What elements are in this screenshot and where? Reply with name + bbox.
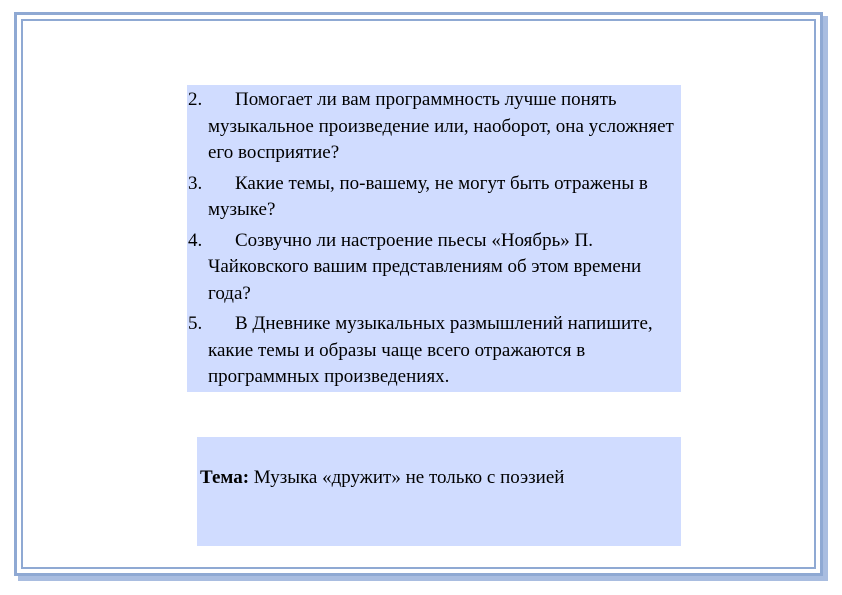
frame-shadow-bottom [18,576,828,581]
question-text: Помогает ли вам программность лучше понять музыкальное произведение или, наоборот, она усложняет его восприятие? [208,89,674,163]
question-number: 3. [188,172,203,194]
question-number: 4. [188,229,203,251]
questions-box [187,85,681,392]
question-text: Созвучно ли настроение пьесы «Ноябрь» П. Чайковского вашим представлениям об этом времени года? [208,229,642,304]
topic-label: Тема: [200,467,250,488]
question-text: В Дневнике музыкальных размышлений напишите, какие темы и образы чаще всего отражаются в программных произведениях. [208,313,653,387]
topic-text: Музыка «дружит» не только с поэзией [249,467,565,488]
question-text: Какие темы, по-вашему, не могут быть отражены в музыке? [208,172,648,220]
question-item [187,87,681,167]
frame-shadow-right [823,16,828,579]
question-number: 5. [188,313,203,334]
question-number: 2. [188,89,203,110]
topic-box [197,437,681,546]
question-item [187,171,681,224]
question-item [187,311,681,391]
question-item [187,228,681,308]
